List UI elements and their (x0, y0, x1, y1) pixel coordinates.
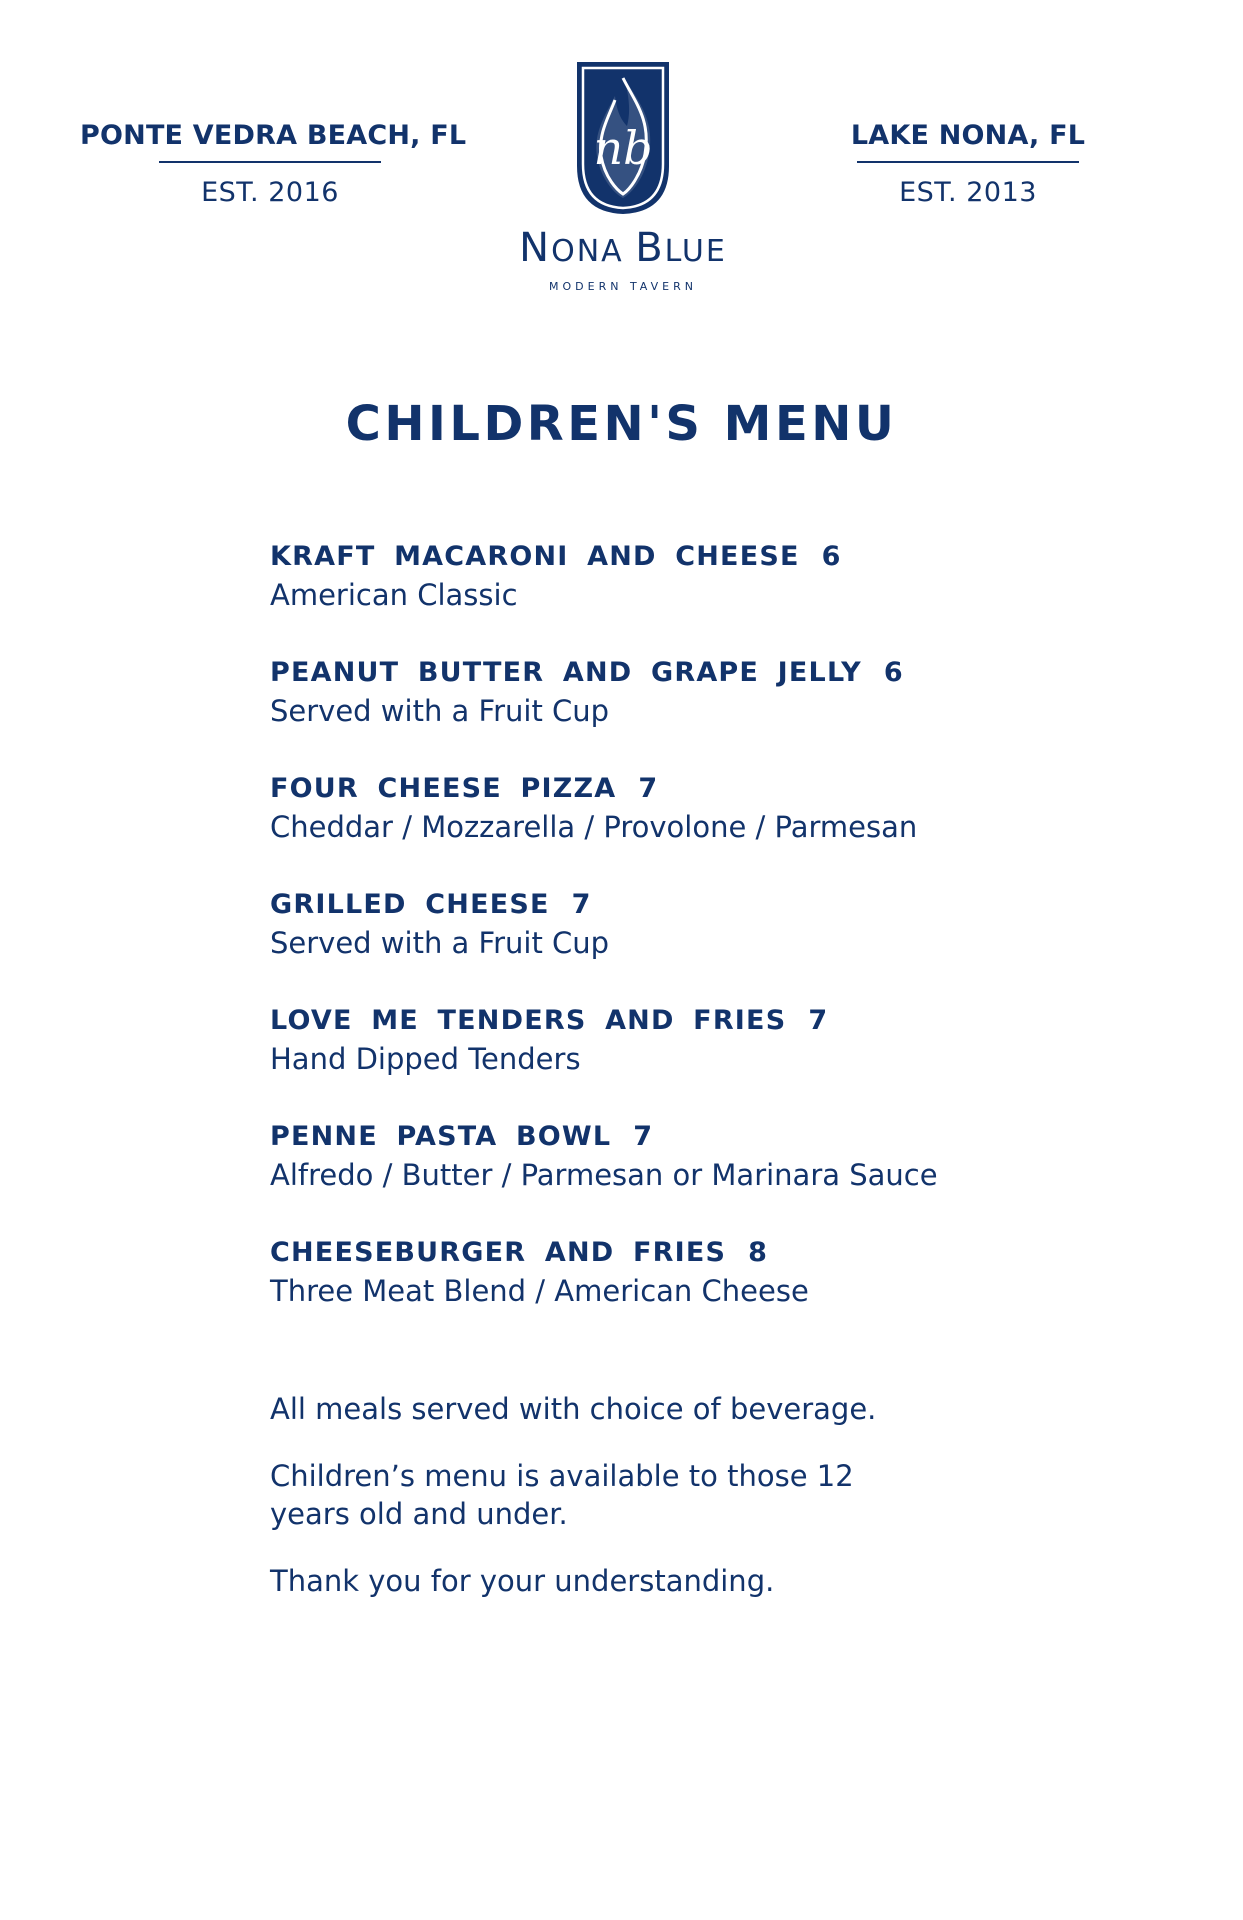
location-lake-nona (778, 120, 1158, 208)
menu-item (270, 886, 1170, 1002)
location-name: PONTE VEDRA BEACH, FL (80, 120, 467, 151)
item-description: Served with a Fruit Cup (270, 926, 610, 960)
flame-shield-icon (573, 56, 673, 218)
item-heading (270, 538, 1170, 576)
logo-monogram: nb (593, 121, 653, 175)
beverage-note: All meals served with choice of beverage. (270, 1392, 877, 1426)
item-name: KRAFT MACARONI AND CHEESE (270, 541, 800, 572)
restaurant-name: NONA BLUE (519, 225, 727, 271)
item-name: FOUR CHEESE PIZZA (270, 773, 617, 804)
menu-item (270, 538, 1170, 654)
location-name: LAKE NONA, FL (850, 120, 1086, 151)
thank-you-note: Thank you for your understanding. (270, 1564, 775, 1598)
divider (857, 161, 1079, 163)
item-price: 7 (638, 773, 659, 804)
item-price: 6 (883, 657, 904, 688)
item-name: PEANUT BUTTER AND GRAPE JELLY (270, 657, 862, 688)
item-heading (270, 1234, 1170, 1272)
item-description: Three Meat Blend / American Cheese (270, 1274, 809, 1308)
item-heading (270, 770, 1170, 808)
item-price: 7 (808, 1005, 829, 1036)
divider (159, 161, 381, 163)
item-name: PENNE PASTA BOWL (270, 1121, 612, 1152)
menu-item (270, 1002, 1170, 1118)
menu-item (270, 654, 1170, 770)
menu-notes (270, 1390, 970, 1629)
item-description: American Classic (270, 578, 518, 612)
item-price: 7 (633, 1121, 654, 1152)
item-price: 7 (571, 889, 592, 920)
restaurant-tagline: MODERN TAVERN (549, 280, 697, 293)
item-heading (270, 654, 1170, 692)
item-description: Alfredo / Butter / Parmesan or Marinara Sauce (270, 1158, 938, 1192)
item-description: Cheddar / Mozzarella / Provolone / Parmesan (270, 810, 918, 844)
item-heading (270, 1118, 1170, 1156)
restaurant-logo (463, 56, 783, 293)
menu-items (270, 538, 1170, 1350)
location-established: EST. 2016 (201, 177, 339, 208)
menu-item (270, 770, 1170, 886)
item-name: GRILLED CHEESE (270, 889, 550, 920)
item-name: LOVE ME TENDERS AND FRIES (270, 1005, 787, 1036)
menu-item (270, 1234, 1170, 1350)
item-description: Served with a Fruit Cup (270, 694, 610, 728)
item-heading (270, 886, 1170, 924)
menu-title: CHILDREN'S MENU (345, 396, 898, 452)
item-price: 6 (821, 541, 842, 572)
item-price: 8 (748, 1237, 769, 1268)
location-established: EST. 2013 (899, 177, 1037, 208)
location-ponte-vedra (80, 120, 467, 208)
item-heading (270, 1002, 1170, 1040)
item-description: Hand Dipped Tenders (270, 1042, 581, 1076)
item-name: CHEESEBURGER AND FRIES (270, 1237, 727, 1268)
age-policy-note: Children’s menu is available to those 12 years old and under. (270, 1459, 854, 1531)
menu-item (270, 1118, 1170, 1234)
